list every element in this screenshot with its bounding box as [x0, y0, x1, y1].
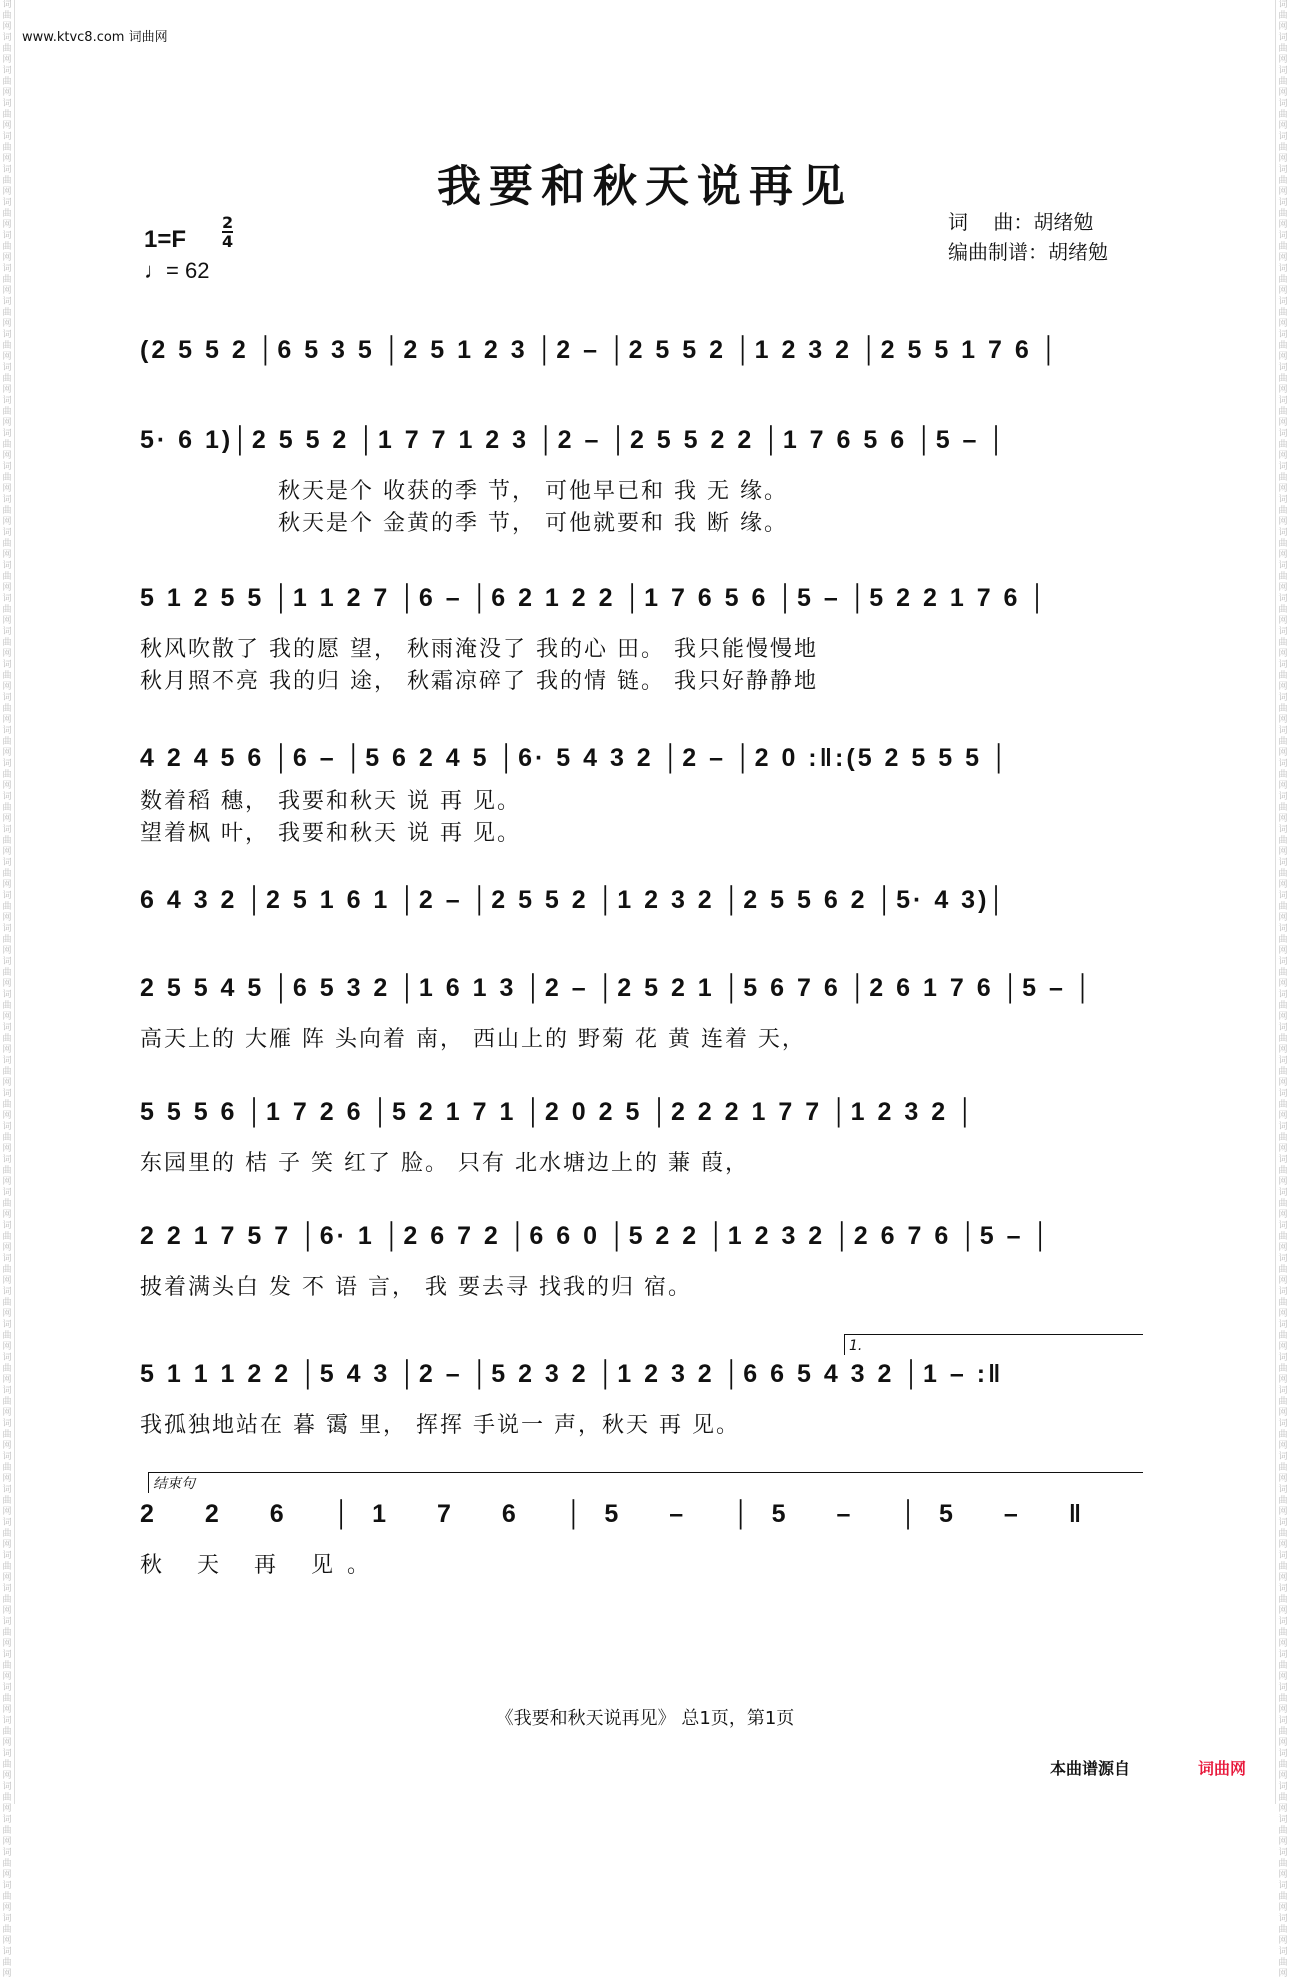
lyric: 秋 天 再 见。 [140, 1553, 383, 1578]
notation: (2 5 5 2 │6 5 3 5 │2 5 1 2 3 │2 – │2 5 5 2 │1 2 3 2 │2 5 5 1 7 6 │ [140, 336, 1061, 364]
brand-link[interactable]: 词曲网 [1198, 1759, 1247, 1778]
notation: 4 2 4 5 6 │6 – │5 6 2 4 5 │6· 5 4 3 2 │2 – │2 0 :‖:(5 2 5 5 5 │ [140, 744, 1011, 772]
time-denominator: 4 [222, 232, 234, 251]
notation: 2 5 5 4 5 │6 5 3 2 │1 6 1 3 │2 – │2 5 2 1 │5 6 7 6 │2 6 1 7 6 │5 – │ [140, 974, 1095, 1002]
time-signature [222, 214, 233, 250]
left-watermark-strip: 词曲网词曲网词曲网词曲网词曲网词曲网词曲网词曲网词曲网词曲网词曲网词曲网词曲网词曲网词曲网词曲网词曲网词曲网词曲网词曲网词曲网词曲网词曲网词曲网词曲网词曲网词曲网词曲网词曲网词曲网词曲网词曲网词曲网词曲网词曲网词曲网词曲网词曲网词曲网词曲网词曲网词曲网词曲网词曲网词曲网词曲网词曲网词曲网词曲网词曲网词曲网词曲网词曲网词曲网词曲网词曲网词曲网词曲网词曲网词曲网 [0, 0, 15, 1804]
credit-lyrics-music: 词 曲：胡绪勉 [948, 210, 1094, 234]
lyric: 高天上的 大雁 阵 头向着 南， 西山上的 野菊 花 黄 连着 天， [140, 1027, 806, 1052]
credit-arrangement: 编曲制谱：胡绪勉 [948, 240, 1108, 264]
notation: 2 2 6 │1 7 6 │5 – │5 – │5 – ‖ [140, 1500, 1104, 1528]
volta-label: 1. [849, 1338, 863, 1354]
time-numerator: 2 [222, 213, 234, 232]
lyric-verse-2: 秋月照不亮 我的归 途， 秋霜凉碎了 我的情 链。 我只好静静地 [140, 669, 818, 694]
notation: 5 5 5 6 │1 7 2 6 │5 2 1 7 1 │2 0 2 5 │2 2 2 1 7 7 │1 2 3 2 │ [140, 1098, 977, 1126]
right-watermark-strip: 词曲网词曲网词曲网词曲网词曲网词曲网词曲网词曲网词曲网词曲网词曲网词曲网词曲网词曲网词曲网词曲网词曲网词曲网词曲网词曲网词曲网词曲网词曲网词曲网词曲网词曲网词曲网词曲网词曲网词曲网词曲网词曲网词曲网词曲网词曲网词曲网词曲网词曲网词曲网词曲网词曲网词曲网词曲网词曲网词曲网词曲网词曲网词曲网词曲网词曲网词曲网词曲网词曲网词曲网词曲网词曲网词曲网词曲网词曲网词曲网 [1275, 0, 1290, 1804]
page-info: 《我要和秋天说再见》 总1页，第1页 [495, 1708, 795, 1729]
first-ending-bracket [844, 1334, 1143, 1355]
credits [948, 207, 1108, 267]
notation: 2 2 1 7 5 7 │6· 1 │2 6 7 2 │6 6 0 │5 2 2 │1 2 3 2 │2 6 7 6 │5 – │ [140, 1222, 1053, 1250]
lyric: 披着满头白 发 不 语 言， 我 要去寻 找我的归 宿。 [140, 1275, 692, 1300]
lyric-verse-2: 望着枫 叶， 我要和秋天 说 再 见。 [140, 821, 521, 846]
notation: 5 1 1 1 2 2 │5 4 3 │2 – │5 2 3 2 │1 2 3 2 │6 6 5 4 3 2 │1 – :‖ [140, 1360, 1004, 1388]
lyric-verse-1: 秋风吹散了 我的愿 望， 秋雨淹没了 我的心 田。 我只能慢慢地 [140, 637, 818, 662]
lyric: 我孤独地站在 暮 霭 里， 挥挥 手说一 声，秋天 再 见。 [140, 1413, 740, 1438]
coda-label: 结束句 [153, 1476, 195, 1492]
notation: 5 1 2 5 5 │1 1 2 7 │6 – │6 2 1 2 2 │1 7 6 5 6 │5 – │5 2 2 1 7 6 │ [140, 584, 1050, 612]
site-url: www.ktvc8.com 词曲网 [22, 30, 168, 45]
notation: 6 4 3 2 │2 5 1 6 1 │2 – │2 5 5 2 │1 2 3 2 │2 5 5 6 2 │5· 4 3)│ [140, 886, 1009, 914]
lyric-verse-1: 数着稻 穗， 我要和秋天 说 再 见。 [140, 789, 521, 814]
lyric: 东园里的 桔 子 笑 红了 脸。 只有 北水塘边上的 蒹 葭， [140, 1151, 749, 1176]
tempo-marking: ♩= 62 [144, 258, 210, 283]
lyric-verse-2: 秋天是个 金黄的季 节， 可他就要和 我 断 缘。 [278, 511, 788, 536]
source-label: 本曲谱源自 [1050, 1759, 1131, 1778]
song-title: 我要和秋天说再见 [437, 161, 853, 212]
lyric-verse-1: 秋天是个 收获的季 节， 可他早已和 我 无 缘。 [278, 479, 788, 504]
notation: 5· 6 1)│2 5 5 2 │1 7 7 1 2 3 │2 – │2 5 5 2 2 │1 7 6 5 6 │5 – │ [140, 426, 1009, 454]
coda-bracket [148, 1472, 1143, 1493]
key-signature: 1=F [144, 226, 187, 253]
